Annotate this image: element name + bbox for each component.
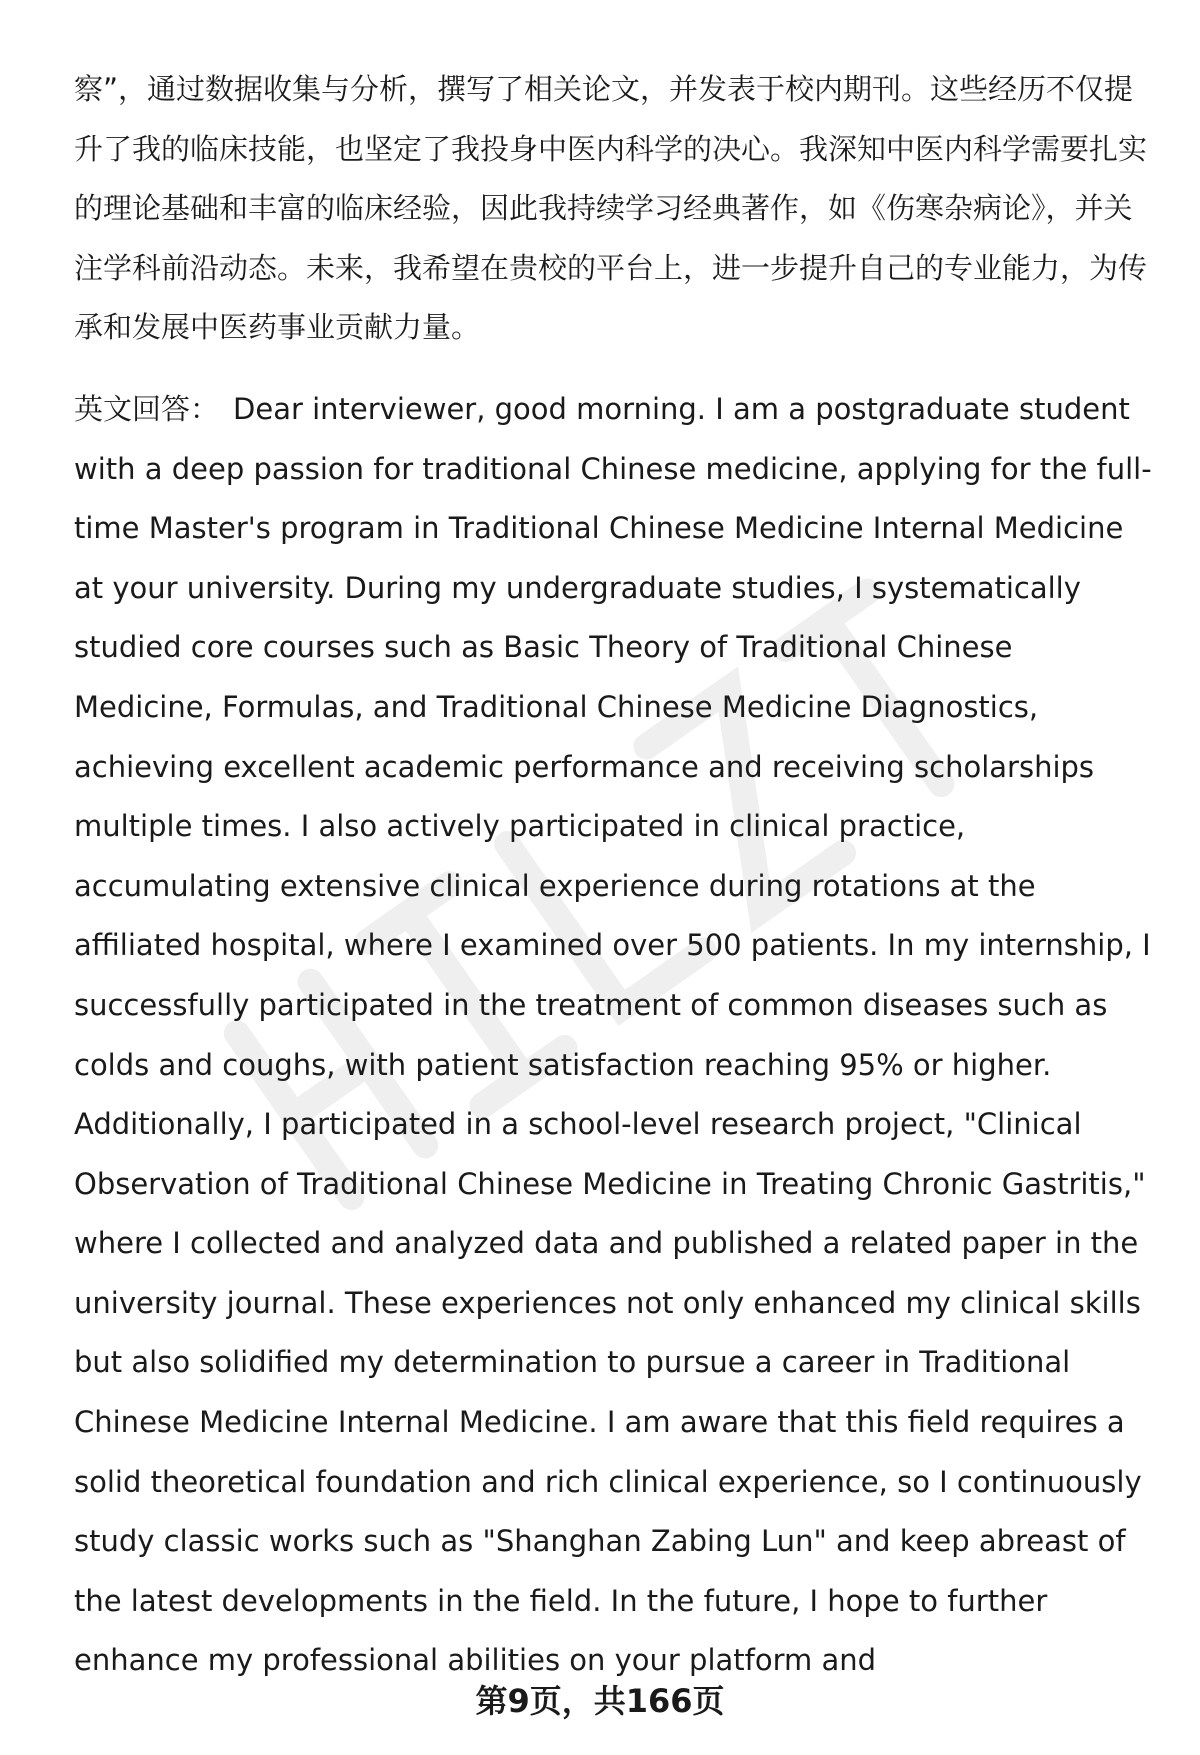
document-page bbox=[74, 60, 1156, 1691]
english-answer-paragraph bbox=[74, 380, 1156, 1691]
chinese-paragraph: 察”，通过数据收集与分析，撰写了相关论文，并发表于校内期刊。这些经历不仅提升了我的临床技能，也坚定了我投身中医内科学的决心。我深知中医内科学需要扎实的理论基础和丰富的临床经验，因此我持续学习经典著作，如《伤寒杂病论》，并关注学科前沿动态。未来，我希望在贵校的平台上，进一步提升自己的专业能力，为传承和发展中医药事业贡献力量。 bbox=[74, 72, 1148, 345]
english-answer-text: Dear interviewer, good morning. I am a postgraduate student with a deep passion for traditional Chinese medicine, applying for the full-time Master's program in Traditional Chinese Medicine Internal Medicine at your university. During my undergraduate studies, I systematically studied core courses such as Basic Theory of Traditional Chinese Medicine, Formulas, and Traditional Chinese Medicine Diagnostics, achieving excellent academic performance and receiving scholarships multiple times. I also actively participated in clinical practice, accumulating extensive clinical experience during rotations at the affiliated hospital, where I examined over 500 patients. In my internship, I successfully participated in the treatment of common diseases such as colds and coughs, with patient satisfaction reaching 95% or higher. Additionally, I participated in a school-level research project, "Clinical Observation of Traditional Chinese Medicine in Treating Chronic Gastritis," where I collected and analyzed data and published a related paper in the university journal. These experiences not only enhanced my clinical skills but also solidified my determination to pursue a career in Traditional Chinese Medicine Internal Medicine. I am aware that this field requires a solid theoretical foundation and rich clinical experience, so I continuously study classic works such as "Shanghan Zabing Lun" and keep abreast of the latest developments in the field. In the future, I hope to further enhance my professional abilities on your platform and bbox=[74, 391, 1152, 1678]
english-answer-label: 英文回答： bbox=[74, 391, 220, 426]
page-indicator: 第9页，共166页 bbox=[475, 1682, 725, 1720]
